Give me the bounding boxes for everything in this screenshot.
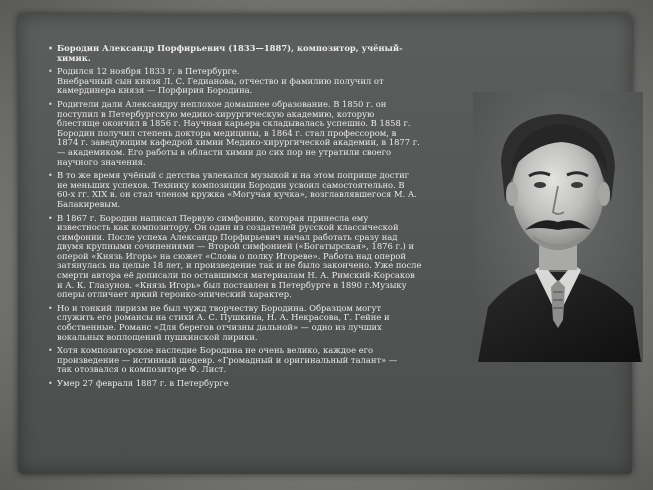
bullet-line: 1874 г. заведующим кафедрой химии Медико-хирургической академии, в 1877 г.: [57, 137, 420, 148]
bullet-death: [48, 379, 458, 389]
bullet-line: вокальных воплощений пушкинской лирики.: [57, 331, 258, 342]
bullet-dot: •: [48, 43, 54, 53]
portrait-photo: [473, 92, 643, 362]
portrait-illustration: [473, 92, 643, 362]
bullet-line: Бородин получил степень доктора медицины, в 1864 г. стал профессором, в: [57, 127, 397, 138]
slide-panel: [18, 14, 632, 474]
bullet-birth: [48, 67, 458, 96]
bullet-line: 60-х гг. XIX в. он стал членом кружка «Могучая кучка», возглавлявшегося М. А.: [57, 189, 417, 200]
bullet-dot: •: [48, 379, 53, 388]
bullet-line: известность как композитору. Он один из создателей русской классической: [57, 222, 399, 233]
bullet-legacy: [48, 346, 458, 375]
bullet-symphony: [48, 214, 458, 300]
bullet-line: Внебрачный сын князя Л. С. Гедианова, отчество и фамилию получил от: [57, 75, 384, 86]
bullet-line: двумя крупными сочинениями — Второй симфонией («Богатырская», 1876 г.) и: [57, 241, 415, 252]
bullet-dot: •: [48, 303, 53, 313]
bullet-line: Родители дали Александру неплохое домашнее образование. В 1850 г. он: [57, 98, 387, 109]
bullet-line: В 1867 г. Бородин написал Первую симфонию, которая принесла ему: [57, 212, 369, 223]
bullet-dot: •: [48, 213, 53, 223]
bullet-education: [48, 100, 458, 167]
bullet-line: не меньших успехов. Технику композиции Бородин усвоил самостоятельно. В: [57, 179, 405, 190]
bullet-dot: •: [48, 171, 53, 181]
bullet-list: [48, 44, 458, 393]
bullet-dot: •: [48, 346, 53, 356]
bullet-line: затянулась на целые 18 лет, и произведение так и не было закончено. Уже после: [57, 260, 422, 271]
bullet-line: — академиком. Его работы в области химии до сих пор не утратили своего: [57, 146, 392, 157]
bullet-dot: •: [48, 67, 53, 77]
bullet-line: оперой «Князь Игорь» на сюжет «Слова о полку Игореве». Работа над оперой: [57, 250, 406, 261]
bullet-line: произведение — истинный шедевр. «Громадный и оригинальный талант» —: [57, 354, 398, 365]
bullet-line: Умер 27 февраля 1887 г. в Петербурге: [57, 378, 229, 388]
bullet-line: поступил в Петербургскую медико-хирургическую академию, которую: [57, 108, 375, 119]
bullet-line: Но и тонкий лиризм не был чужд творчеству Бородина. Образцом могут: [57, 302, 382, 313]
bullet-line: так отозвался о композиторе Ф. Лист.: [57, 364, 227, 375]
bullet-line: симфонии. После успеха Александр Порфирьевич начал работать сразу над: [57, 231, 398, 242]
bullet-line: Родился 12 ноября 1833 г. в Петербурге.: [57, 66, 240, 77]
bullet-line: служить его романсы на стихи А. С. Пушкина, Н. А. Некрасова, Г. Гейне и: [57, 312, 390, 323]
bullet-line: и А. К. Глазунов. «Князь Игорь» был поставлен в Петербурге в 1890 г.Музыку: [57, 279, 407, 290]
bullet-line: оперы отличает яркий героико-эпический характер.: [57, 289, 292, 300]
bullet-line: смерти автора её дописали по оставшимся материалам Н. А. Римский-Корсаков: [57, 270, 415, 281]
bullet-lyricism: [48, 304, 458, 342]
bullet-line: блестяще окончил в 1856 г. Научная карьера складывалась успешно. В 1858 г.: [57, 118, 411, 129]
bullet-music: [48, 171, 458, 209]
bullet-line: химик.: [57, 52, 91, 63]
bullet-dot: •: [48, 99, 53, 109]
bullet-line: В то же время учёный с детства увлекался музыкой и на этом поприще достиг: [57, 170, 410, 181]
bullet-line: Хотя композиторское наследие Бородина не очень велико, каждое его: [57, 345, 374, 356]
bullet-line: Балакиревым.: [57, 198, 121, 209]
bullet-line: научного значения.: [57, 156, 146, 167]
bullet-line: камердинера князя — Порфирия Бородина.: [57, 85, 253, 96]
bullet-line: собственные. Романс «Для берегов отчизны дальной» — одно из лучших: [57, 322, 382, 333]
bullet-title: [48, 44, 458, 63]
bullet-line: Бородин Александр Порфирьевич (1833—1887), композитор, учёный-: [57, 43, 403, 53]
